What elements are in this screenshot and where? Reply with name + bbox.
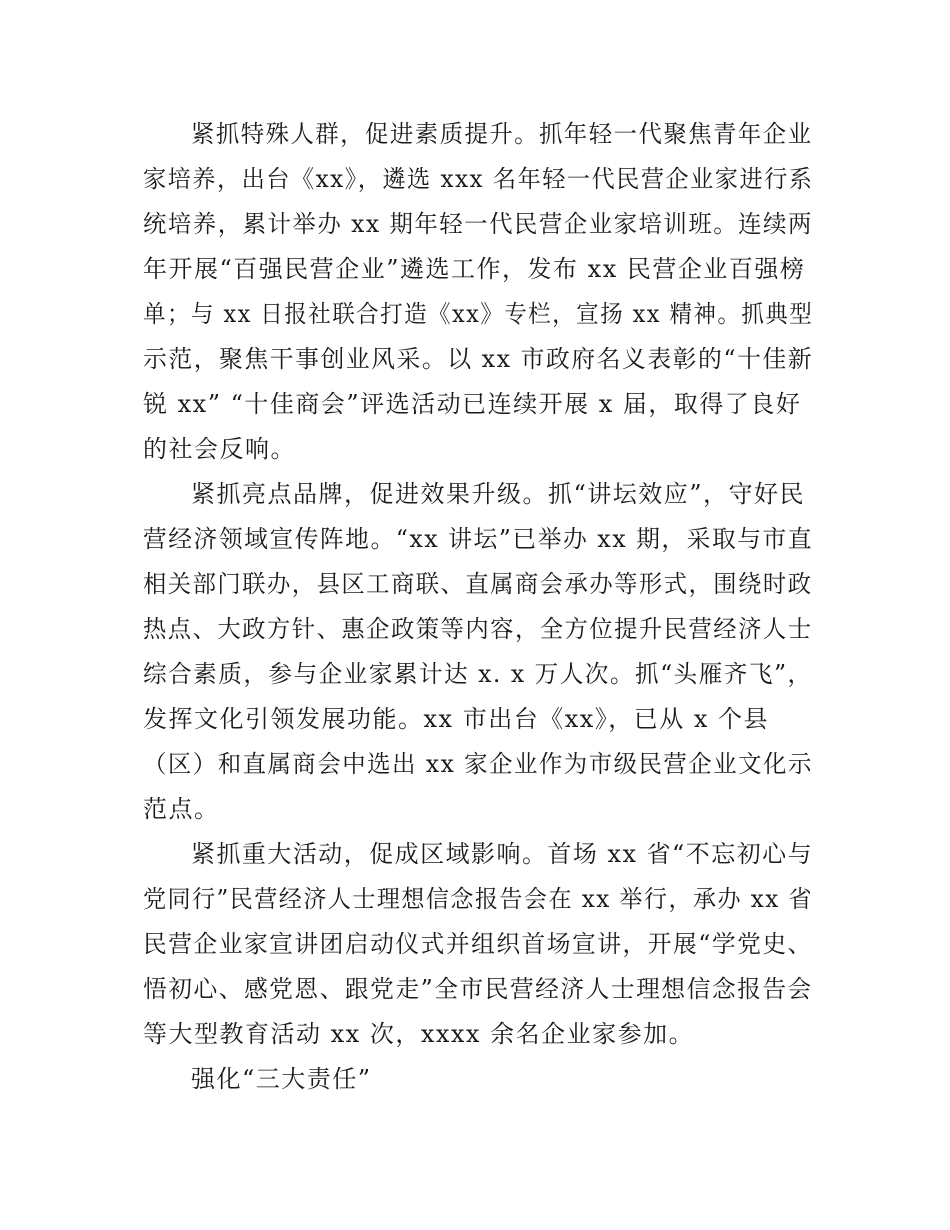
paragraph-1-line-7: 锐 xx” “十佳商会”评选活动已连续开展 x 届，取得了良好: [143, 390, 802, 418]
paragraph-1-line-6: 示范，聚焦干事创业风采。以 xx 市政府名义表彰的“十佳新: [143, 345, 814, 373]
paragraph-1-line-3: 统培养，累计举办 xx 期年轻一代民营企业家培训班。连续两: [143, 210, 813, 238]
paragraph-3-line-1: 紧抓重大活动，促成区域影响。首场 xx 省“不忘初心与: [191, 840, 814, 868]
paragraph-2-line-3: 相关部门联办，县区工商联、直属商会承办等形式，围绕时政: [143, 570, 813, 598]
paragraph-2-line-1: 紧抓亮点品牌，促进效果升级。抓“讲坛效应”，守好民: [191, 480, 806, 508]
paragraph-2-line-6: 发挥文化引领发展功能。xx 市出台《xx》，已从 x 个县: [143, 705, 770, 733]
paragraph-2-line-8: 范点。: [143, 795, 220, 823]
section-heading: 强化“三大责任”: [191, 1065, 372, 1093]
paragraph-2-line-7: （区）和直属商会中选出 xx 家企业作为市级民营企业文化示: [143, 750, 813, 778]
paragraph-1-line-4: 年开展“百强民营企业”遴选工作，发布 xx 民营企业百强榜: [143, 255, 806, 283]
paragraph-1-line-5: 单；与 xx 日报社联合打造《xx》专栏，宣扬 xx 精神。抓典型: [143, 300, 814, 328]
paragraph-3-line-3: 民营企业家宣讲团启动仪式并组织首场宣讲，开展“学党史、: [143, 930, 813, 958]
paragraph-1-line-1: 紧抓特殊人群，促进素质提升。抓年轻一代聚焦青年企业: [191, 120, 813, 148]
paragraph-2-line-4: 热点、大政方针、惠企政策等内容，全方位提升民营经济人士: [143, 615, 813, 643]
paragraph-2-line-2: 营经济领域宣传阵地。“xx 讲坛”已举办 xx 期，采取与市直: [143, 525, 814, 553]
paragraph-2-line-5: 综合素质，参与企业家累计达 x. x 万人次。抓“头雁齐飞”，: [143, 660, 813, 688]
paragraph-3-line-4: 悟初心、感党恩、跟党走”全市民营经济人士理想信念报告会: [143, 975, 813, 1003]
paragraph-3-line-5: 等大型教育活动 xx 次，xxxx 余名企业家参加。: [143, 1020, 695, 1048]
paragraph-1-line-2: 家培养，出台《xx》，遴选 xxx 名年轻一代民营企业家进行系: [143, 165, 814, 193]
paragraph-3-line-2: 党同行”民营经济人士理想信念报告会在 xx 举行，承办 xx 省: [143, 885, 813, 913]
paragraph-1-line-8: 的社会反响。: [143, 435, 296, 463]
